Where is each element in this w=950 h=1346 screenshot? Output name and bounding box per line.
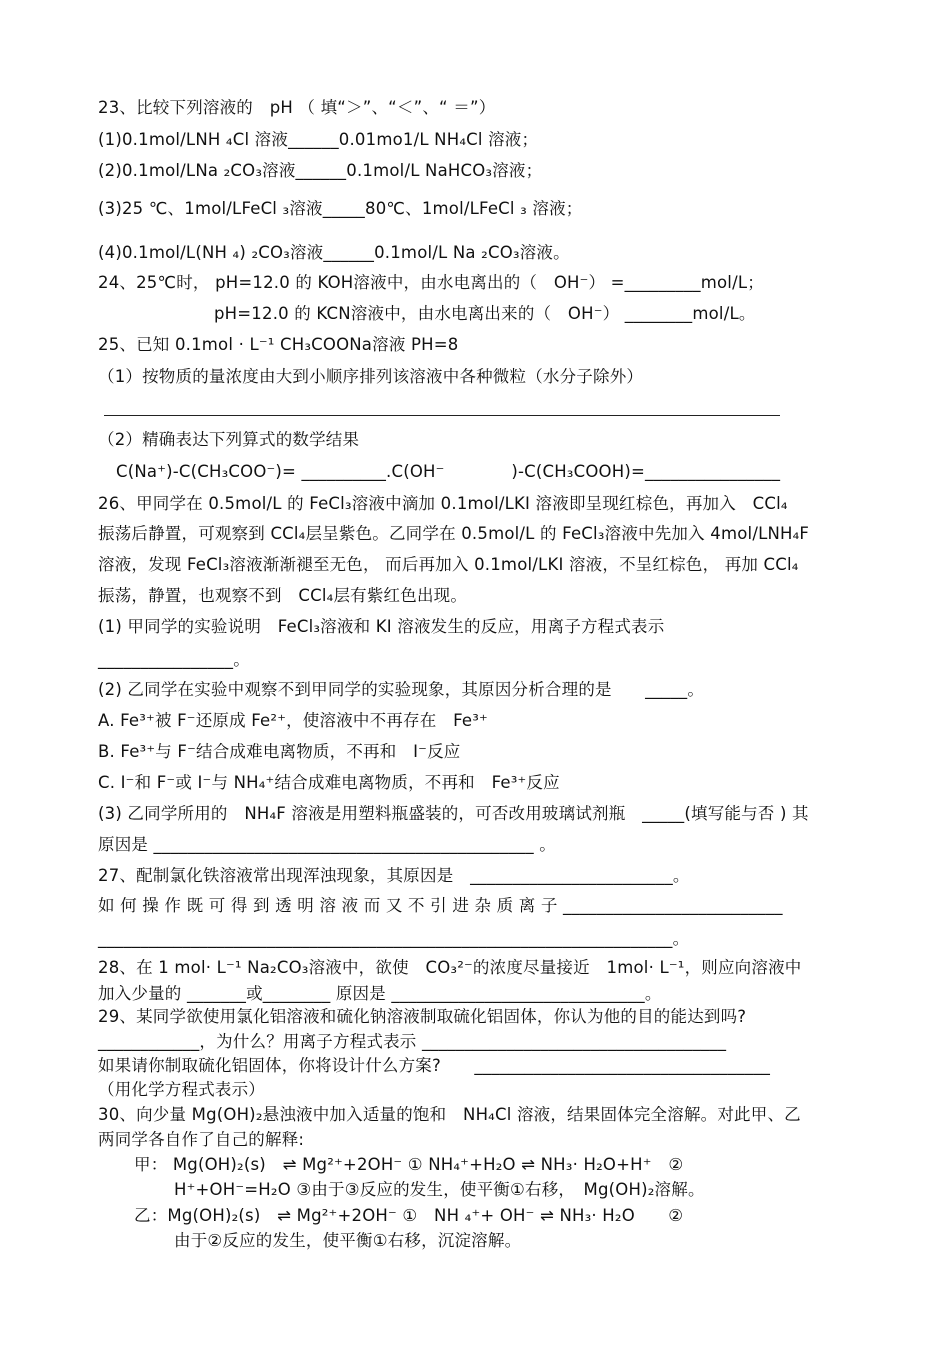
q30-jia-1: 甲： Mg(OH)₂(s) ⇌ Mg²⁺+2OH⁻ ① NH₄⁺+H₂O ⇌ NH₃· H₂O+H⁺ ② (134, 1155, 684, 1174)
q29-line-1: 29、某同学欲使用氯化铝溶液和硫化钠溶液制取硫化铝固体，你认为他的目的能达到吗? (98, 1007, 747, 1026)
q26-para-4: 振荡，静置，也观察不到 CCl₄层有紫红色出现。 (98, 586, 468, 605)
q26-para-2: 振荡后静置，可观察到 CCl₄层呈紫色。乙同学在 0.5mol/L 的 FeCl₃溶液中先加入 4mol/LNH₄F (98, 524, 810, 543)
q25-title: 25、已知 0.1mol · L⁻¹ CH₃COONa溶液 PH=8 (98, 335, 459, 354)
q25-part-2: （2）精确表达下列算式的数学结果 (98, 430, 360, 449)
q30-line-1: 30、向少量 Mg(OH)₂悬浊液中加入适量的饱和 NH₄Cl 溶液，结果固体完全溶解。对此甲、乙 (98, 1105, 801, 1124)
q28-line-1: 28、在 1 mol· L⁻¹ Na₂CO₃溶液中，欲使 CO₃²⁻的浓度尽量接近 1mol· L⁻¹，则应向溶液中 (98, 958, 802, 977)
q27-line-3: ____________________________________________________________________。 (98, 929, 690, 948)
q24-line-1: 24、25℃时， pH=12.0 的 KOH溶液中，由水电离出的（ OH⁻） =_________mol/L； (98, 273, 764, 292)
q26-option-a: A. Fe³⁺被 F⁻还原成 Fe²⁺，使溶液中不再存在 Fe³⁺ (98, 711, 488, 730)
q26-sub-1-answer: ________________。 (98, 650, 250, 669)
q30-yi-1: 乙：Mg(OH)₂(s) ⇌ Mg²⁺+2OH⁻ ① NH ₄⁺+ OH⁻ ⇌ NH₃· H₂O ② (134, 1206, 684, 1225)
q23-item-4: (4)0.1mol/L(NH ₄) ₂CO₃溶液______0.1mol/L Na ₂CO₃溶液。 (98, 243, 570, 262)
q26-sub-3-reason: 原因是 _____________________________________________ 。 (98, 835, 556, 854)
q29-line-2: ____________，为什么？用离子方程式表示 ____________________________________ (98, 1032, 727, 1051)
q26-sub-2: (2) 乙同学在实验中观察不到甲同学的实验现象，其原因分析合理的是 _____。 (98, 680, 705, 699)
q23-item-3: (3)25 ℃、1mol/LFeCl ₃溶液_____80℃、1mol/LFeCl ₃ 溶液； (98, 199, 583, 218)
q26-sub-3: (3) 乙同学所用的 NH₄F 溶液是用塑料瓶盛装的，可否改用玻璃试剂瓶 _____(填写能与否 ) 其 (98, 804, 809, 823)
q26-para-3: 溶液，发现 FeCl₃溶液渐渐褪至无色， 而后再加入 0.1mol/LKI 溶液，不呈红棕色， 再加 CCl₄ (98, 555, 799, 574)
q26-option-b: B. Fe³⁺与 F⁻结合成难电离物质，不再和 I⁻反应 (98, 742, 461, 761)
q27-line-1: 27、配制氯化铁溶液常出现浑浊现象，其原因是 ________________________。 (98, 866, 690, 885)
q29-line-4: （用化学方程式表示） (98, 1080, 265, 1099)
q26-option-c: C. I⁻和 F⁻或 I⁻与 NH₄⁺结合成难电离物质，不再和 Fe³⁺反应 (98, 773, 560, 792)
q30-line-2: 两同学各自作了自己的解释: (98, 1130, 305, 1149)
q28-line-2: 加入少量的 _______或________ 原因是 ______________________________。 (98, 984, 662, 1003)
q23-title: 23、比较下列溶液的 pH （ 填“＞”、“＜”、“ ＝”） (98, 98, 496, 117)
q23-item-2: (2)0.1mol/LNa ₂CO₃溶液______0.1mol/L NaHCO₃溶液； (98, 161, 543, 180)
q24-line-2: pH=12.0 的 KCN溶液中，由水电离出来的（ OH⁻） ________mol/L。 (214, 304, 756, 323)
q30-jia-2: H⁺+OH⁻=H₂O ③由于③反应的发生，使平衡①右移， Mg(OH)₂溶解。 (174, 1180, 705, 1199)
q23-item-1: (1)0.1mol/LNH ₄Cl 溶液______0.01mo1/L NH₄Cl 溶液； (98, 130, 539, 149)
q27-line-2: 如 何 操 作 既 可 得 到 透 明 溶 液 而 又 不 引 进 杂 质 离 子 __________________________ (98, 896, 783, 915)
q26-para-1: 26、甲同学在 0.5mol/L 的 FeCl₃溶液中滴加 0.1mol/LKI 溶液即呈现红棕色，再加入 CCl₄ (98, 494, 788, 513)
q25-formula: C(Na⁺)-C(CH₃COO⁻)= __________.C(OH⁻ )-C(CH₃COOH)=________________ (116, 462, 781, 481)
q29-line-3: 如果请你制取硫化铝固体，你将设计什么方案? ___________________________________ (98, 1056, 771, 1075)
q30-yi-2: 由于②反应的发生，使平衡①右移，沉淀溶解。 (174, 1231, 522, 1250)
q25-answer-line (104, 415, 780, 416)
q26-sub-1: (1) 甲同学的实验说明 FeCl₃溶液和 KI 溶液发生的反应，用离子方程式表示 (98, 617, 665, 636)
q25-part-1: （1）按物质的量浓度由大到小顺序排列该溶液中各种微粒（水分子除外） (98, 367, 644, 386)
